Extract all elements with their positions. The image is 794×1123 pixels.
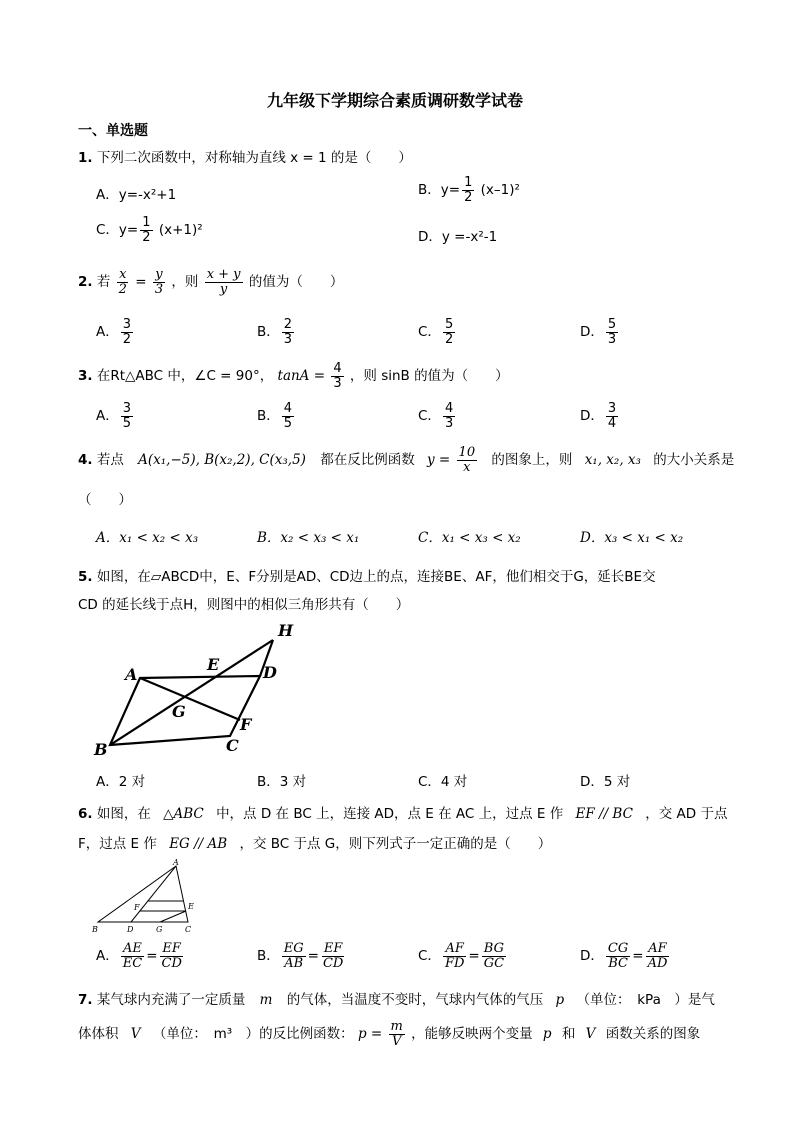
question-4: [78, 446, 734, 474]
question-number: 1.: [78, 150, 93, 166]
q6-option-a[interactable]: [96, 942, 186, 970]
label-c: C: [226, 736, 239, 755]
question-text: 如图，在: [96, 806, 151, 822]
fraction: $\frac{AF}{FD}$: [444, 941, 465, 971]
question-2: [78, 268, 343, 296]
label-f: F: [134, 903, 140, 912]
label-a: A: [125, 665, 138, 684]
q1-option-c[interactable]: [96, 216, 203, 244]
question-number: 2.: [78, 274, 93, 291]
q3-option-d[interactable]: [580, 402, 620, 430]
page-title: 九年级下学期综合素质调研数学试卷: [267, 91, 524, 110]
equals-sign: =: [135, 274, 147, 291]
question-number: 5.: [78, 569, 93, 585]
fraction: $\frac{3}{5}$: [122, 401, 132, 431]
fraction: $\frac{4}{5}$: [283, 401, 293, 431]
q1-option-b[interactable]: [418, 176, 520, 204]
triangle-expression: △ABC: [163, 806, 204, 822]
line-eg: [160, 911, 186, 922]
variable-v: V: [585, 1026, 596, 1043]
q2-option-d[interactable]: [580, 318, 620, 346]
q5-option-a[interactable]: A．2 对: [96, 774, 146, 790]
equals-sign: =: [468, 948, 480, 965]
parallelogram-diagram: [90, 618, 310, 758]
fraction: $\frac{4}{3}$: [444, 401, 454, 431]
q1-option-d[interactable]: D．y =-x²-1: [418, 229, 498, 245]
option-letter: D．: [580, 948, 604, 965]
q4-option-b[interactable]: B．x₂ < x₃ < x₁: [257, 530, 360, 546]
fraction: $\frac{3}{4}$: [607, 401, 617, 431]
label-g: G: [156, 925, 163, 934]
section-heading: 一、单选题: [78, 123, 148, 139]
question-text: ，交 BC 于点 G，则下列式子一定正确的是（ ）: [239, 836, 552, 852]
variable-p: p: [542, 1026, 552, 1043]
q2-option-c[interactable]: [418, 318, 457, 346]
question-text: （单位： kPa ）是气: [576, 992, 715, 1008]
fraction: $\frac{EF}{CD}$: [322, 941, 344, 971]
equals-sign: =: [146, 948, 158, 965]
fraction: $\frac{AF}{AD}$: [647, 941, 668, 971]
question-text: （单位： m³ ）的反比例函数：: [152, 1026, 354, 1043]
question-6: [78, 802, 727, 822]
q5-option-c[interactable]: C．4 对: [418, 774, 468, 790]
q4-option-c[interactable]: C．x₁ < x₃ < x₂: [418, 530, 521, 546]
fraction: $\frac{5}{3}$: [607, 317, 617, 347]
label-a: A: [173, 858, 179, 867]
label-b: B: [92, 925, 98, 934]
points-expression: A(x₁,−5), B(x₂,2), C(x₃,5): [138, 452, 306, 469]
option-letter: D．: [580, 324, 604, 341]
fraction: $\frac{10}{x}$: [458, 445, 476, 475]
question-text: 某气球内充满了一定质量: [96, 992, 246, 1008]
parallel-expression: EF // BC: [575, 806, 633, 822]
fraction: $\frac{CG}{BC}$: [607, 941, 629, 971]
fraction: $\frac{1}{2}$: [142, 215, 151, 245]
q2-option-a[interactable]: [96, 318, 135, 346]
fraction: $\frac{2}{3}$: [283, 317, 293, 347]
question-text: 如图，在▱ABCD中，E、F分别是AD、CD边上的点，连接BE、AF，他们相交于G，延长BE交: [96, 569, 656, 585]
triangle-abc: [98, 866, 188, 922]
fraction: $\frac{4}{3}$: [333, 361, 342, 391]
option-text: (x–1)²: [480, 182, 520, 199]
question-text: 在Rt△ABC 中，∠C = 90°，: [96, 368, 274, 385]
option-letter: B．: [257, 948, 280, 965]
fraction: $\frac{3}{2}$: [122, 317, 132, 347]
question-number: 3.: [78, 368, 93, 385]
variable-m: m: [259, 992, 273, 1008]
q4-option-d[interactable]: D．x₃ < x₁ < x₂: [580, 530, 684, 546]
label-f: F: [240, 715, 252, 734]
q3-option-a[interactable]: [96, 402, 135, 430]
question-text: 中，点 D 在 BC 上，连接 AD，点 E 在 AC 上，过点 E 作: [216, 806, 564, 822]
variables: x₁, x₂, x₃: [584, 452, 641, 469]
question-7: [78, 988, 715, 1008]
question-5-line2: CD 的延长线于点H，则图中的相似三角形共有（ ）: [78, 597, 410, 613]
question-text: 函数关系的图象: [605, 1026, 701, 1043]
label-h: H: [278, 621, 294, 640]
option-letter: B．: [257, 408, 280, 425]
question-text: 都在反比例函数: [320, 452, 415, 469]
q3-option-c[interactable]: [418, 402, 457, 430]
question-text: ，则 sinB 的值为（ ）: [349, 368, 509, 385]
answer-blank: （ ）: [78, 492, 132, 508]
question-text: 若: [96, 274, 111, 291]
tan-expression: tanA =: [277, 368, 326, 385]
line-af: [140, 678, 240, 720]
label-g: G: [172, 702, 186, 721]
question-5: [78, 565, 656, 585]
fraction: $\frac{5}{2}$: [444, 317, 454, 347]
question-text: ，则: [171, 274, 199, 291]
fraction: $\frac{1}{2}$: [464, 175, 473, 205]
fraction: $\frac{x}{2}$: [118, 267, 127, 297]
function-expression: y =: [427, 452, 451, 469]
question-text: ，交 AD 于点: [645, 806, 728, 822]
option-text: C．y=: [96, 222, 139, 239]
q6-option-d[interactable]: [580, 942, 671, 970]
question-3: [78, 362, 509, 390]
q6-option-c[interactable]: [418, 942, 508, 970]
fraction: $\frac{BG}{GC}$: [483, 941, 505, 971]
question-text: 的气体，当温度不变时，气球内气体的气压: [286, 992, 544, 1008]
q5-option-b[interactable]: B．3 对: [257, 774, 307, 790]
parallel-expression: EG // AB: [169, 836, 228, 852]
question-number: 6.: [78, 806, 93, 822]
q6-option-b[interactable]: [257, 942, 347, 970]
option-letter: C．: [418, 948, 441, 965]
question-1: [78, 146, 412, 166]
fraction: $\frac{AE}{EC}$: [122, 941, 143, 971]
question-text: 的图象上，则: [491, 452, 573, 469]
equals-sign: =: [632, 948, 644, 965]
variable-p: p: [555, 992, 565, 1008]
q4-option-a[interactable]: A．x₁ < x₂ < x₃: [96, 530, 199, 546]
question-text: ，能够反映两个变量: [411, 1026, 533, 1043]
fraction: $\frac{EF}{CD}$: [161, 941, 182, 971]
option-text: B．y=: [418, 182, 461, 199]
q5-option-d[interactable]: D．5 对: [580, 774, 631, 790]
q3-option-b[interactable]: [257, 402, 296, 430]
formula: p =: [357, 1026, 383, 1043]
fraction: $\frac{y}{3}$: [154, 267, 164, 297]
label-e: E: [188, 902, 194, 911]
question-7-line2: [78, 1020, 700, 1048]
option-letter: C．: [418, 408, 441, 425]
fraction: $\frac{x + y}{y}$: [206, 267, 241, 297]
label-c: C: [185, 925, 192, 934]
option-letter: B．: [257, 324, 280, 341]
question-text: 和: [561, 1026, 576, 1043]
label-b: B: [94, 740, 108, 758]
fraction: $\frac{EG}{AB}$: [283, 941, 304, 971]
question-number: 4.: [78, 452, 93, 469]
equals-sign: =: [307, 948, 319, 965]
label-e: E: [207, 655, 220, 674]
question-text: 的大小关系是: [653, 452, 735, 469]
variable-v: V: [130, 1026, 141, 1043]
option-letter: C．: [418, 324, 441, 341]
option-text: (x+1)²: [158, 222, 203, 239]
question-text: 若点: [96, 452, 124, 469]
label-d: D: [127, 925, 134, 934]
question-number: 7.: [78, 992, 93, 1008]
q1-option-a[interactable]: A．y=-x²+1: [96, 187, 177, 203]
triangle-diagram: [90, 858, 200, 938]
question-6-line2: [78, 832, 551, 852]
option-letter: A．: [96, 948, 119, 965]
question-text: F，过点 E 作: [78, 836, 157, 852]
question-text: 体体积: [78, 1026, 119, 1043]
q2-option-b[interactable]: [257, 318, 296, 346]
option-letter: D．: [580, 408, 604, 425]
option-letter: A．: [96, 408, 119, 425]
question-text: 下列二次函数中，对称轴为直线 x = 1 的是（ ）: [96, 150, 412, 166]
label-d: D: [263, 663, 277, 682]
question-text: 的值为（ ）: [248, 274, 344, 291]
option-letter: A．: [96, 324, 119, 341]
fraction: $\frac{m}{V}$: [390, 1019, 403, 1049]
